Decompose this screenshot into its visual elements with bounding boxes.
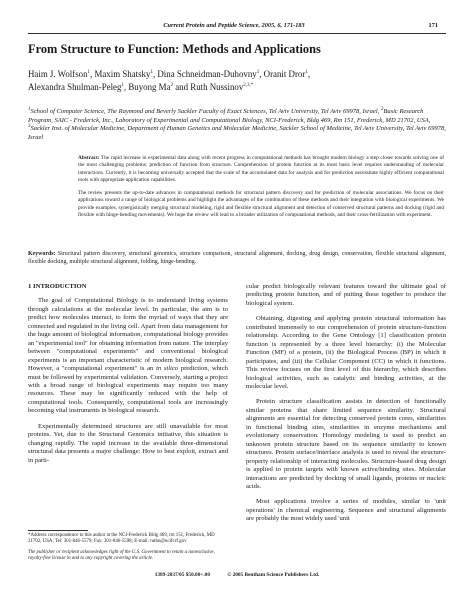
body-text: prediction, which must be followed by experimental validation. Conversely, starting a project with a broad range of biological experiments may require too many resources. These may be significantly reduced with the help of computational tools. Consequently, computational tools are increasingly becoming vital instruments in biological research. xyxy=(28,365,228,415)
author-affiliation-mark: 1 xyxy=(150,70,153,76)
copyright-notice: © 2005 Bentham Science Publishers Ltd. xyxy=(227,572,320,578)
author-line-1 xyxy=(28,68,446,81)
author-affiliation-mark: 1 xyxy=(87,70,91,76)
body-paragraph xyxy=(28,297,228,415)
article-title: From Structure to Function: Methods and Applications xyxy=(28,42,321,56)
affiliation-2: Basic Research Program, SAIC - Frederick, Inc., Laboratory of Experimental and Computational Biology, NCI-Frederick, Bldg 469, Rm 151, Frederick, MD 21702, USA, xyxy=(28,108,431,124)
author-separator: , xyxy=(307,69,311,79)
abstract-paragraph-1 xyxy=(78,155,444,184)
author-separator: and xyxy=(173,81,191,92)
keywords-text: Structural pattern discovery, structural genomics, structure comparison, structural alignment, docking, drug design, conservation, flexible structural alignment, flexible docking, multiple structural alignment, folding, hinge-bending. xyxy=(28,251,446,265)
running-head xyxy=(60,22,438,32)
author-list xyxy=(28,68,446,93)
author-affiliation-mark: 1 xyxy=(305,70,308,76)
right-column xyxy=(246,283,446,524)
abstract-text: The rapid increase in experimental data along with recent progress in computational methods has brought modern biology a step closer towards solving one of the most challenging problems: prediction of function from structure. Comprehension of protein function at its most basic level requires understanding of molecular interactions. Currently, it is becoming universally accepted that the scale of the accumulated data for analysis and for prediction necessitate highly efficient computational tools with appropriate application capabilities. xyxy=(78,155,444,183)
journal-citation: Current Protein and Peptide Science, 2005, 6, 171-183 xyxy=(163,22,305,29)
header-rule xyxy=(28,33,446,34)
left-column xyxy=(28,283,228,465)
body-text: The goal of Computational Biology is to understand living systems through calculations at the molecular level. In particular, the aim is to predict how molecules interact, to form the myriad of ways that they are connected and regulated in the living cell. Apart from data management for the huge amount of biological information, computational biology provides an "experimental tool" for obtaining information from nature. The interplay between "computational experiments" and conventional biological experiments is an important characteristic of modern biological research. However, a "computational experiment" is an xyxy=(28,297,228,373)
author-name: Alexandra Shulman-Peleg xyxy=(28,81,122,92)
affiliation-mark: 2 xyxy=(380,106,384,112)
author-name: Dina Schneidman-Duhovny xyxy=(157,69,257,79)
author-affiliation-mark: 2,3,* xyxy=(243,82,254,88)
government-license-note: The publisher or recipient acknowledges right of the U.S. Government to retain a nonexclusive, royalty-free license in and to any copyright covering the article. xyxy=(28,549,215,562)
abstract-paragraph-2: The review presents the up-to-date advances in computational methods for structural pattern discovery and for prediction of molecular associations. We focus on their applications toward a range of biological problems and highlight the advantages of the combination of these methods and their integration with biological experiments. We provide examples, synergistically merging structural modeling, rigid and flexible structural alignment and detection of conserved structural patterns and docking (rigid and flexible with hinge-bending movements). We hope the review will lead to a broader utilization of computational methods, and their cross-fertilization with experiment. xyxy=(78,190,444,219)
author-affiliation-mark: 2 xyxy=(170,82,174,88)
abstract-label: Abstract: xyxy=(78,155,100,161)
affiliation-3: Sackler Inst. of Molecular Medicine, Department of Human Genetics and Molecular Medicine, Sackler School of Medicine, Tel Aviv University, Tel Aviv 69978, Israel xyxy=(28,125,446,141)
author-line-2 xyxy=(28,81,446,94)
body-paragraph: Experimentally determined structures are still unavailable for most proteins. Yet, due to the Structural Genomics initiative, this situation is changing rapidly. The rapid increase in the available three-dimensional structural data presents a major challenge: How to best exploit, extract and in parti- xyxy=(28,422,228,464)
affiliation-mark: 3 xyxy=(28,124,31,130)
footnote-rule xyxy=(28,530,88,531)
author-name: Oranit Dror xyxy=(263,69,306,79)
body-paragraph: cular predict biologically relevant features toward the ultimate goal of predicting protein function, and of putting these together to produce the biological system. xyxy=(246,283,446,307)
author-separator: , xyxy=(90,69,95,79)
keywords xyxy=(28,250,446,266)
publication-footer xyxy=(28,572,446,578)
footnotes xyxy=(28,533,228,563)
author-name: Haim J. Wolfson xyxy=(28,69,88,79)
affiliations xyxy=(28,108,446,142)
author-name: Ruth Nussinov xyxy=(190,81,244,92)
author-separator: , xyxy=(152,69,158,79)
author-name: Maxim Shatsky xyxy=(94,69,151,79)
italic-term: in silico xyxy=(156,365,179,373)
section-heading-introduction: 1 INTRODUCTION xyxy=(28,283,87,290)
correspondence-footnote: *Address correspondence to this author at the NCI-Frederick Bldg 469, rm 151, Frederick, MD 21702, USA; Tel: 301-846-5579; Fax: 301-846-5598; E-mail: ruthn@ncifcrf.gov xyxy=(28,533,215,545)
author-separator: , xyxy=(259,69,264,79)
abstract xyxy=(78,155,444,225)
author-affiliation-mark: 1 xyxy=(121,82,124,88)
author-affiliation-mark: 1 xyxy=(256,70,260,76)
affiliation-1: School of Computer Science, The Raymond and Beverly Sackler Faculty of Exact Sciences, Tel Aviv University, Tel Aviv 69978, Israel, xyxy=(30,108,381,115)
author-separator: , xyxy=(123,81,129,92)
author-name: Buyong Ma xyxy=(128,81,171,92)
body-paragraph: Most applications involve a series of modules, similar to 'unit operations' in chemical engineering. Sequence and structural alignments are probably the most widely used 'unit xyxy=(246,498,446,523)
page-number: 171 xyxy=(428,22,438,29)
body-paragraph: Obtaining, digesting and applying protein structural information has contributed immensely to our comprehension of protein structure-function relationship. According to the Gene Ontology [1] classification protein function is represented by a three level hierarchy: (i) the Molecular Function (MF) of a protein, (ii) the Biological Process (BP) in which it participates, and (iii) the Cellular Component (CC) in which it functions. This review focuses on the first level of this hierarchy, which describes biological activities, such as catalytic and binding activities, at the molecular level. xyxy=(246,315,446,390)
issn-price: 1389-2037/05 $50.00+.00 xyxy=(154,572,210,578)
keywords-label: Keywords: xyxy=(28,251,56,257)
affiliation-mark: 1 xyxy=(28,106,31,112)
body-paragraph: Protein structure classification assists in detection of functionally similar proteins that share limited sequence similarity. Structural alignments are essential for detecting conserved protein cores, similarities in functional binding sites, similarities in enzyme mechanisms and evolutionary conservation. Homology modeling is used to predict an unknown protein structure based on its sequence similarity to known structures. Protein surface/interface analysis is used to reveal the structure-property relationship of interacting molecules. Structure-based drug design is applied to protein targets with known active/binding sites. Molecular interactions are predicted by docking of small ligands, proteins or nucleic acids. xyxy=(246,398,446,490)
